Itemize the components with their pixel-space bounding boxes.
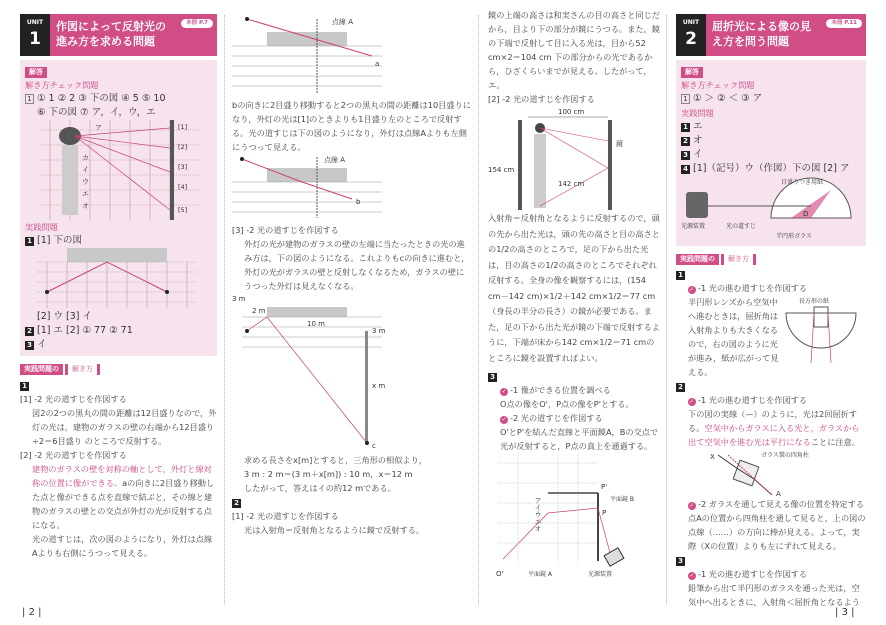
practice-answer-1-23: [2] ウ [3] イ [37, 311, 92, 322]
similar-triangle-figure [232, 293, 412, 453]
unit-number-box [676, 14, 706, 56]
page-ref-badge: 本冊 P.7 [181, 19, 213, 28]
full-mirror-figure [488, 106, 658, 211]
ray-label-4: [4] [178, 183, 188, 191]
check-answer-line1: ① 1 ② 2 ③ 下の図 ④ 5 ⑤ 10 [37, 93, 166, 104]
s2-text2: 光の道すじは，次の図のようになり，外灯は点線Aよりも右側にうつって見える。 [32, 534, 213, 558]
s2-heading: -1 光の進む道すじを作図する [698, 395, 808, 405]
right-page-number: 3 [841, 607, 848, 618]
check-heading: 解き方チェック問題 [681, 80, 755, 90]
label-a: ア [95, 124, 102, 132]
grid-figure-b [232, 154, 392, 220]
unit-number-box [20, 14, 50, 56]
point-d-label: D [803, 210, 809, 218]
column-3: 鏡の上端の高さは和実さんの目の高さと同じだから，目より下の部分が鏡にうつる。また，鏡の下端で反射して目に入る光は，目から52 cm×2＝104 cm 下の部分からの光であるから，ひざくらいまでが見える。したがって，エ。 [2] -2 光の道すじを作図する 100 cm 154 cm 142 cm 鏡 入射角＝反射角となるように反射するので，頭の先から出た光は，頭の先の高さと目の高さとの1/2の高さのところで，足の下から出た光は，目の高さの1/2の高さのところでそれぞれ反射する。全身の像を観察するには，(154 cm－142 cm)×1/2＋142 cm×1/2＝77 cm（身長の半分の長さ）の鏡が必要である。また，足の下から出た光が鏡の下端で反射するように，下端が床から142 cm×1/2＝71 cmのところに鏡を設置すればよい。 3 ✓ -1 像ができる位置を調べる O点の像をO'，P点の像をP'とする。 ✓ -2 光の道すじを作図する O'とP'を結んだ直線と平面鏡A，Bの交点で光が反射すると，P点の真上を通過する。 アイウエオ P' P 平面鏡 B O' 平面鏡 A 光源装置 [488, 10, 660, 578]
unit-label: UNIT [682, 19, 700, 26]
answer-1: エ [693, 121, 703, 132]
p-prime-label: P' [601, 483, 608, 491]
dim-142cm: 142 cm [558, 180, 585, 188]
answer-tag: 解答 [25, 67, 47, 78]
s2b-text: 点Aの位置から四角柱を通して見ると，上の図の点線（……）の方向に棒が見える。よって，実際（Xの位置）よりも左にずれて見える。 [688, 513, 866, 551]
practice-answer-3: イ [37, 339, 47, 350]
page-ref-badge: 本冊 P.11 [826, 19, 862, 28]
unit1-column [20, 14, 217, 560]
unit-number: 2 [685, 29, 697, 49]
rect-paper-label: 長方形の紙 [799, 298, 830, 305]
s2-text: aの向きに2目盛り移動した点と像ができる点を直線で結ぶと，その線と建物のガラスの壁との交点が外灯の光が反射する点になる。 [32, 478, 215, 530]
check-answer: ① ＞ ② ＜ ③ ア [693, 93, 763, 104]
s3-text: 外灯の光が建物のガラスの壁の左端に当たったときの光の進み方は，下の図のようになる。これよりもcの向きに進むと，外灯の光がガラスの壁と反射しなくなるため，ガラスの壁にうつった外灯は見えなくなる。 [244, 239, 470, 291]
calc-line-3: したがって，答えはイの約12 mである。 [244, 483, 396, 493]
label-b: b [356, 198, 361, 206]
s3-heading: -1 光の進む道すじを作図する [698, 569, 808, 579]
unit-number: 1 [29, 29, 41, 49]
s3-heading: [3] -2 光の道すじを作図する [232, 225, 339, 235]
dim-100cm: 100 cm [558, 108, 585, 116]
dim-3m-right: 3 m [372, 327, 386, 335]
ray-label-3: [3] [178, 163, 188, 171]
left-page-number: 2 [28, 607, 35, 618]
mirror-explanation: 鏡の上端の高さは和実さんの目の高さと同じだから，目より下の部分が鏡にうつる。また，鏡の下端で反射して目に入る光は，目から52 cm×2＝104 cm 下の部分からの光であるから，ひざくらいまでが見える。したがって，エ。 [488, 10, 660, 90]
unit-title-text: 作図によって反射光の進み方を求める問題 [56, 20, 166, 48]
unit-label: UNIT [26, 19, 44, 26]
answer-panel: 解答 解き方チェック問題 1 ① 1 ② 2 ③ 下の図 ④ 5 ⑤ 10 ⑥ 下の図 ⑦ ア，イ，ウ，エ ア カ イ ウ エ オ [1] [2] [3] [4] [5] 実践問題 1 [1] 下の図 [2] ウ [3] イ 2 [1] エ [2] ① 77 ② 71 3 イ [20, 60, 217, 356]
s1-text: 半円形レンズから空気中へ進むときは，屈折角は入射角よりも大きくなるので，右の図のように光が進み，紙が広がって見える。 [688, 297, 779, 377]
b-explanation: bの向きに2目盛り移動すると2つの黒丸の間の距離は10目盛りになり，外灯の光は[1]のときよりも1目盛り左のところで反射する。光の道すじは下の図のようになり，外灯は点線Aよりも左側にうつって見える。 [232, 100, 471, 152]
paper-label: 目盛りつき用紙 [781, 179, 824, 186]
a-label: A [776, 490, 781, 497]
mirror-label: 鏡 [616, 140, 623, 148]
practice-heading: 実践問題 [681, 108, 714, 118]
grid-figure-a [232, 14, 392, 94]
answer-3: イ [693, 149, 703, 160]
label-i: イ [82, 166, 89, 174]
dim-2m: 2 m [252, 307, 266, 315]
calc-line-2: 3 m : 2 m＝(3 m＋x[m]) : 10 m，x＝12 m [244, 469, 413, 479]
unit1-header [20, 14, 217, 56]
unit2-header [676, 14, 866, 56]
mirror-b-label: 平面鏡 B [610, 496, 635, 503]
o-prime-label: O' [496, 570, 504, 578]
vertical-choices-label: アイウエオ [534, 497, 542, 532]
reflection-grid-figure [40, 120, 200, 220]
page-number-left: | 2 | [22, 607, 42, 618]
solution-heading [20, 361, 217, 375]
page-number-right: | 3 | [835, 607, 855, 618]
answer-panel: 解答 解き方チェック問題 1 ① ＞ ② ＜ ③ ア 実践問題 1 エ 2 オ 3 イ 4 [1]（記号）ウ（作図）下の図 [2] ア 目盛りつき用紙 D 光源装置 光の道すじ 半円形ガラス [676, 60, 866, 246]
path-label: 光の道すじ [726, 223, 757, 230]
label-u: ウ [82, 178, 89, 186]
q3-heading-1: -1 像ができる位置を調べる [510, 385, 611, 395]
answer-2: オ [693, 135, 703, 146]
ray-label-2: [2] [178, 143, 188, 151]
semicircle-lens-figure [781, 295, 861, 365]
dim-154cm: 154 cm [488, 166, 515, 174]
unit-title-text: 屈折光による像の見え方を問う問題 [712, 20, 811, 48]
dotline-a-label: 点線 A [324, 156, 346, 164]
label-a: a [375, 60, 380, 68]
full-body-explanation: 入射角＝反射角となるように反射するので，頭の先から出た光は，頭の先の高さと目の高さとの1/2の高さのところで，足の下から出た光は，目の高さの1/2の高さのところでそれぞれ反射する。全身の像を観察するには，(154 cm－142 cm)×1/2＋142 cm×1/2＝77 cm（身長の半分の長さ）の鏡が必要である。また，足の下から出た光が鏡の下端で反射するように，下端が床から142 cm×1/2＝71 cmのところに鏡を設置すればよい。 [488, 213, 660, 363]
unit-title [706, 14, 866, 56]
s2b-heading: -2 ガラスを通して見える像の位置を特定する [698, 499, 865, 509]
unit-title [50, 14, 217, 56]
dim-xm: x m [372, 382, 386, 390]
question-number-2: 2 [232, 499, 241, 508]
s2-heading: [2] -2 光の道すじを作図する [20, 450, 127, 460]
s2-highlight: 空気中からガラスに入る光と，ガラスから出て空気中を進む光は平行になる [688, 423, 860, 447]
answer-4: [1]（記号）ウ（作図）下の図 [2] ア [693, 163, 850, 174]
question-number-3: 3 [488, 373, 497, 382]
s1-heading: [1] -2 光の道すじを作図する [20, 394, 127, 404]
practice-heading: 実践問題 [25, 222, 58, 232]
s1-text: 図2の2つの黒丸の間の距離は12目盛りなので，外灯の光は，建物のガラスの壁の右端から12目盛り÷2＝6目盛り のところで反射する。 [32, 408, 217, 446]
glass-label: 半円形ガラス [776, 233, 812, 240]
two-mirror-figure [488, 453, 653, 578]
device-label: 光源装置 [681, 223, 706, 230]
prism-figure [676, 449, 856, 497]
device-label: 光源装置 [588, 571, 613, 578]
column-2 [232, 14, 472, 537]
q3-text-1: O点の像をO'，P点の像をP'とする。 [500, 399, 634, 409]
solution-tag2: 解き方 [65, 364, 100, 375]
calc-line-1: 求める長さをx[m]とすると，三角形の相似より， [244, 455, 427, 465]
p-label: P [602, 509, 607, 517]
ray-label-1: [1] [178, 123, 188, 131]
solution-tag2: 解き方 [721, 254, 756, 265]
question-number-1: 1 [20, 382, 29, 391]
solution-heading [676, 251, 866, 265]
ray-label-5: [5] [178, 206, 188, 214]
s2-text: 下の図の実線（—）のように，光は2回屈折する。 [688, 409, 857, 433]
q2-text: 光は入射角＝反射角となるように鏡で反射する。 [244, 525, 425, 535]
label-o: オ [82, 202, 89, 210]
check-answer-line2: ⑥ 下の図 ⑦ ア，イ，ウ，エ [37, 107, 156, 118]
check-heading: 解き方チェック問題 [25, 80, 99, 90]
dim-10m: 10 m [307, 320, 325, 328]
dim-3m: 3 m [232, 295, 246, 303]
unit2-column: UNIT 2 屈折光による像の見え方を問う問題 本冊 P.11 解答 解き方チェック問題 1 ① ＞ ② ＜ ③ ア 実践問題 1 エ 2 オ 3 イ 4 [1]（記号）ウ（作図）下の図 [2] ア 目盛りつき用紙 D 光源装置 光の道すじ 半円形ガラス 実践問題の 解き方 1 ✓ -1 光の進む道すじを作図する 半円形レンズから空気中へ進むときは，屈折角は入射角よりも大きくなるので，右の図のように光が進み，紙が広がって見える。 長方形の紙 2 ✓ -1 光の進む道すじを作図する 下の図の実線（—）のように，光は2回屈折する。空気中からガラスに入る光と，ガラスから出て空気中を進む光は平行になることに注意。 ガラス製の四角柱 X A ✓ -2 ガラスを通して見える像の位置を特定する 点Aの位置から四角柱を通して見ると，上の図の点線（……）の方向に棒が見える。よって，実際（Xの位置）よりも左にずれて見える。 3 ✓ -1 光の進む道すじを作図する 鉛筆から出て半円形のガラスを通った光は，空気中へ出るときに，入射角＜屈折角となるよう [676, 14, 866, 609]
s2-tail: ことに注意。 [810, 437, 860, 447]
practice-answer-1-1: [1] 下の図 [37, 235, 82, 246]
check-answer: 1 ① 1 ② 2 ③ 下の図 ④ 5 ⑤ 10 [25, 92, 212, 106]
label-c: c [372, 442, 376, 450]
refraction-figure [681, 176, 861, 242]
prism-label: ガラス製の四角柱 [761, 452, 809, 459]
practice-grid-figure [37, 248, 197, 310]
dotline-a-label: 点線 A [332, 18, 354, 26]
label-e: エ [82, 190, 89, 198]
s1-heading: -1 光の進む道すじを作図する [698, 283, 808, 293]
x-label: X [710, 453, 715, 461]
q3-heading-2: -2 光の道すじを作図する [510, 413, 603, 423]
solution-tag: 実践問題の [20, 364, 63, 375]
solution-tag: 実践問題の [676, 254, 719, 265]
label-ka: カ [82, 154, 89, 162]
s2-highlight: 建物のガラスの壁を対称の軸として，外灯と線対称の位置に像ができる。 [32, 464, 212, 488]
q2-heading: [1] -2 光の道すじを作図する [232, 511, 339, 521]
s3-text: 鉛筆から出て半円形のガラスを通った光は，空気中へ出るときに，入射角＜屈折角となるよう [688, 583, 860, 607]
q3-text-2: O'とP'を結んだ直線と平面鏡A，Bの交点で光が反射すると，P点の真上を通過する。 [500, 427, 659, 451]
q2-2-heading: [2] -2 光の道すじを作図する [488, 94, 595, 104]
practice-answer-2: [1] エ [2] ① 77 ② 71 [37, 325, 133, 336]
answer-tag: 解答 [681, 67, 703, 78]
mirror-a-label: 平面鏡 A [528, 571, 553, 578]
